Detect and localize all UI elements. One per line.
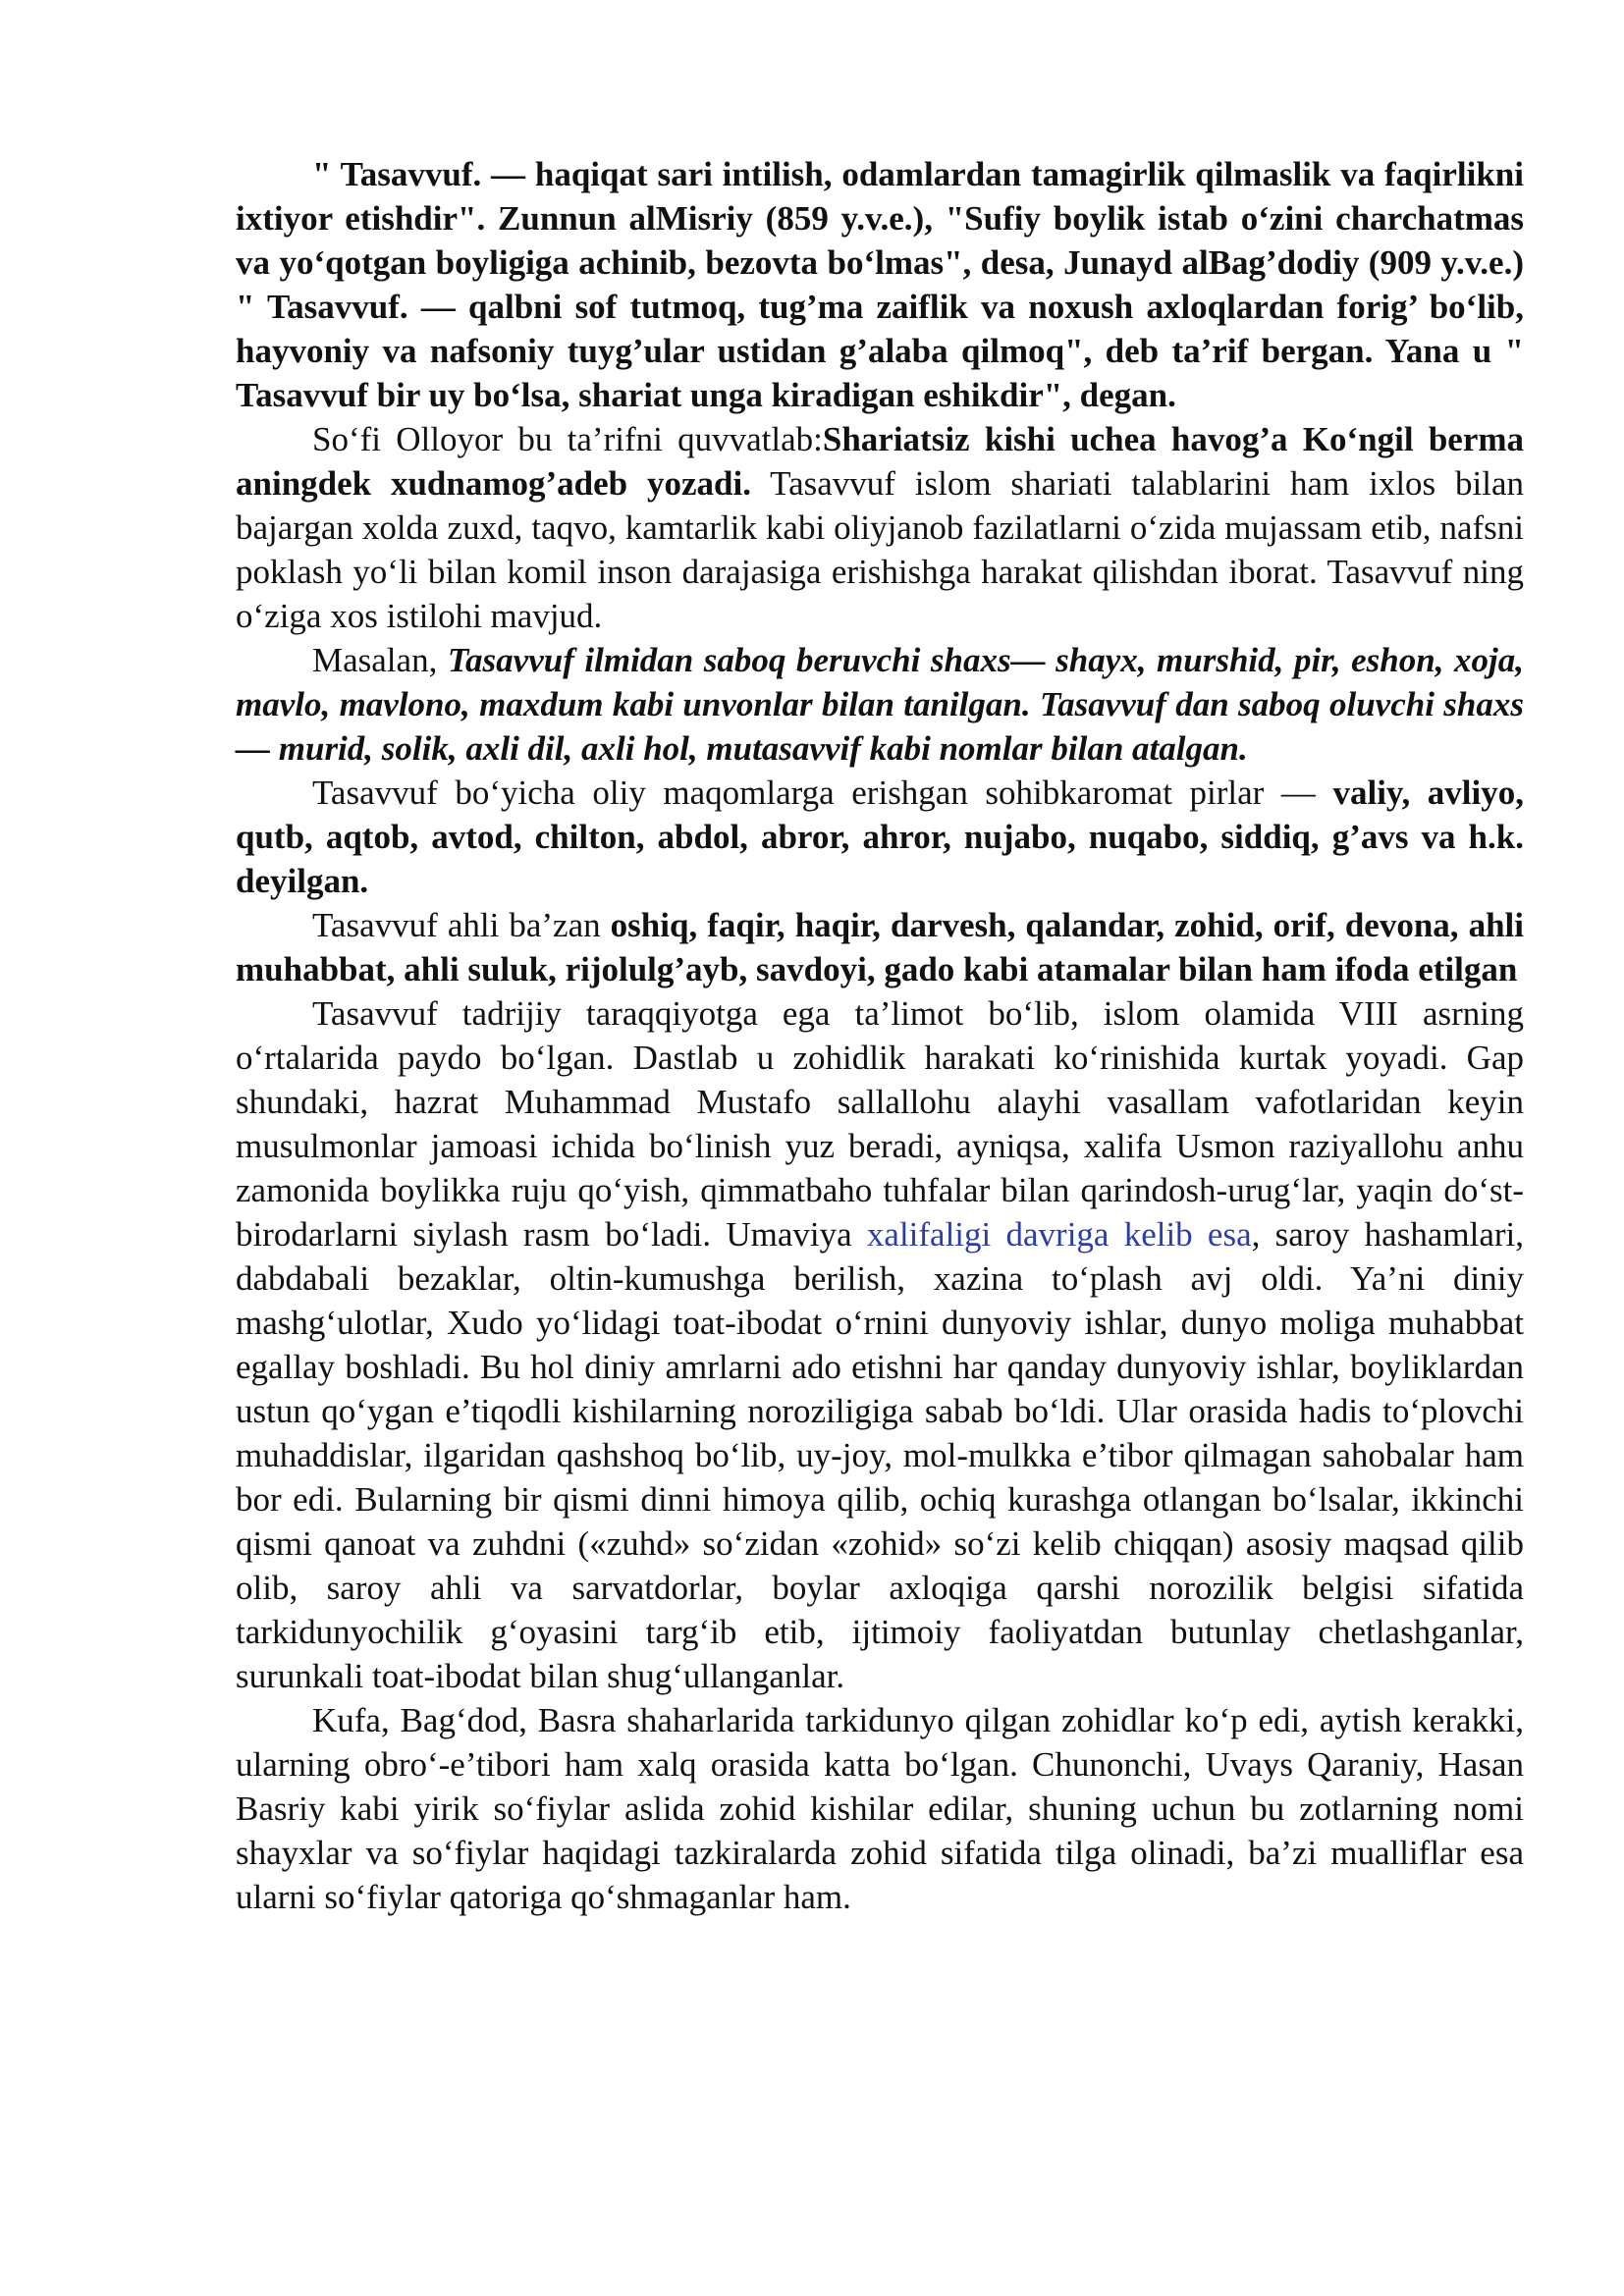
paragraph-text: So‘fi Olloyor bu ta’rifni quvvatlab: (312, 420, 823, 458)
paragraph-text: Tasavvuf tadrijiy taraqqiyotga ega ta’limot bo‘lib, islom olamida VIII asrning o‘rtalarida paydo bo‘lgan. Dastlab u zohidlik harakati ko‘rinishida kurtak yoyadi. Gap shundaki, hazrat Muhammad Mustafo sallallohu alayhi vasallam vafotlaridan keyin musulmonlar jamoasi ichida bo‘linish yuz beradi, ayniqsa, xalifa Usmon raziyallohu anhu zamonida boylikka ruju qo‘yish, qimmatbaho tuhfalar bilan qarindosh-urug‘lar, yaqin do‘st-birodarlarni siylash rasm bo‘ladi. Umaviya (236, 994, 1524, 1254)
paragraph-bold-text: valiy, avliyo, qutb, aqtob, avtod, chilton, abdol, abror, ahror, nujabo, nuqabo, siddiq, g’avs va h.k. deyilgan. (236, 774, 1525, 900)
paragraph-text: Tasavvuf islom shariati talablarini ham ixlos bilan bajargan xolda zuxd, taqvo, kamtarlik kabi oliyjanob fazilatlarni o‘zida mujassam etib, nafsni poklash yo‘li bilan komil inson darajasiga erishishga harakat qilishdan iborat. Tasavvuf ning o‘ziga xos istilohi mavjud. (236, 464, 1524, 635)
paragraph-bold-text: Shariatsiz kishi uchea havog’a Ko‘ngil berma aningdek xudnamog’adeb yozadi. (236, 420, 1525, 503)
paragraph-text: Tasavvuf ahli ba’zan (312, 906, 611, 944)
highlighted-link-text[interactable]: xalifaligi davriga kelib esa (866, 1215, 1252, 1254)
paragraph-text: Masalan, (312, 641, 448, 679)
paragraph-text: , saroy hashamlari, dabdabali bezaklar, oltin-kumushga berilish, xazina to‘plash avj oldi. Ya’ni diniy mashg‘ulotlar, Xudo yo‘lidagi toat-ibodat o‘rnini dunyoviy ishlar, dunyo moliga muhabbat egallay boshladi. Bu hol diniy amrlarni ado etishni har qanday dunyoviy ishlar, boyliklardan ustun qo‘ygan e’tiqodli kishilarning noroziligiga sabab bo‘ldi. Ular orasida hadis to‘plovchi muhaddislar, ilgaridan qashshoq bo‘lib, uy-joy, mol-mulkka e’tibor qilmagan sahobalar ham bor edi. Bularning bir qismi dinni himoya qilib, ochiq kurashga otlangan bo‘lsalar, ikkinchi qismi qanoat va zuhdni («zuhd» so‘zidan «zohid» so‘zi kelib chiqqan) asosiy maqsad qilib olib, saroy ahli va sarvatdorlar, boylar axloqiga qarshi norozilik belgisi sifatida tarkidunyochilik g‘oyasini targ‘ib etib, ijtimoiy faoliyatdan butunlay chetlashganlar, surunkali toat-ibodat bilan shug‘ullanganlar. (236, 1215, 1524, 1695)
paragraph-text: Tasavvuf bo‘yicha oliy maqomlarga erishgan sohibkaromat pirlar — (312, 774, 1333, 812)
paragraph-bold-text: oshiq, faqir, haqir, darvesh, qalandar, zohid, orif, devona, ahli muhabbat, ahli suluk, rijolulg’ayb, savdoyi, gado kabi atamalar bilan ham ifoda etilgan (236, 906, 1524, 988)
paragraph-definition (236, 152, 1524, 417)
paragraph-tadrijiy (236, 991, 1524, 1698)
paragraph-kufa (236, 1698, 1524, 1919)
paragraph-masalan (236, 638, 1524, 771)
document-page (236, 152, 1524, 1919)
paragraph-tasavvuf-ahli (236, 903, 1524, 991)
paragraph-text: " Tasavvuf. — haqiqat sari intilish, odamlardan tamagirlik qilmaslik va faqirlikni ixtiyor etishdir". Zunnun alMisriy (859 y.v.e.), "Sufiy boylik istab o‘zini charchatmas va yo‘qotgan boyligiga achinib, bezovta bo‘lmas", desa, Junayd alBag’dodiy (909 y.v.e.) " Tasavvuf. — qalbni sof tutmoq, tug’ma zaiflik va noxush axloqlardan forig’ bo‘lib, hayvoniy va nafsoniy tuyg’ular ustidan g’alaba qilmoq", deb ta’rif bergan. Yana u " Tasavvuf bir uy bo‘lsa, shariat unga kiradigan eshikdir", degan. (236, 155, 1524, 414)
paragraph-sofi-olloyor (236, 417, 1524, 638)
paragraph-maqomlar (236, 771, 1524, 903)
paragraph-text: Kufa, Bag‘dod, Basra shaharlarida tarkidunyo qilgan zohidlar ko‘p edi, aytish kerakki, ularning obro‘-e’tibori ham xalq orasida katta bo‘lgan. Chunonchi, Uvays Qaraniy, Hasan Basriy kabi yirik so‘fiylar aslida zohid kishilar edilar, shuning uchun bu zotlarning nomi shayxlar va so‘fiylar haqidagi tazkiralarda zohid sifatida tilga olinadi, ba’zi mualliflar esa ularni so‘fiylar qatoriga qo‘shmaganlar ham. (236, 1701, 1524, 1916)
paragraph-bold-italic-text: Tasavvuf ilmidan saboq beruvchi shaxs— shayx, murshid, pir, eshon, xoja, mavlo, mavlono, maxdum kabi unvonlar bilan tanilgan. Tasavvuf dan saboq oluvchi shaxs — murid, solik, axli dil, axli hol, mutasavvif kabi nomlar bilan atalgan. (236, 641, 1525, 768)
